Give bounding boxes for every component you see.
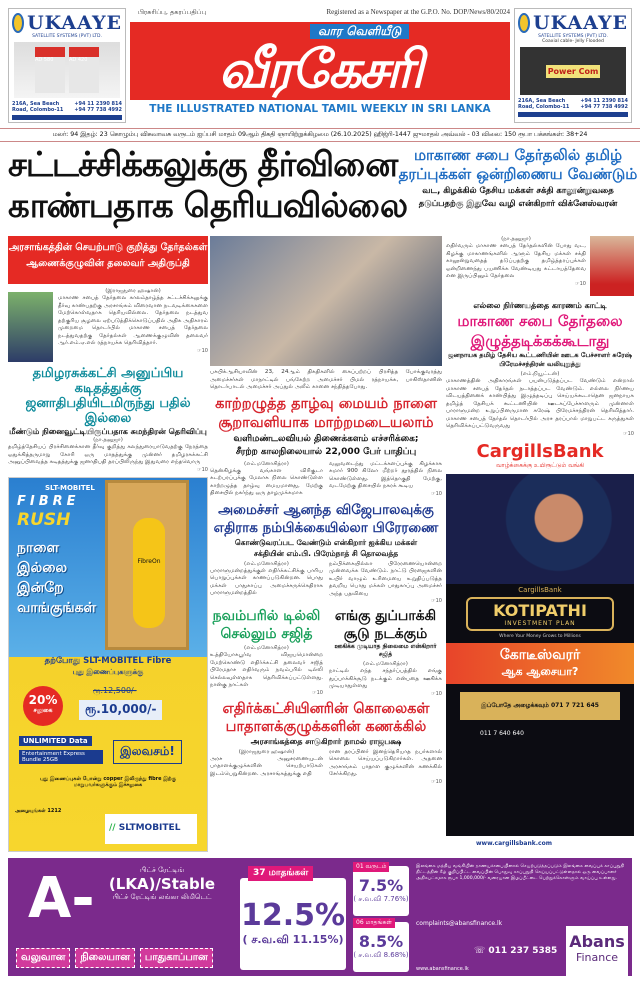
headline-line: செல்லும் சஜித் [220,626,313,642]
subheadline: மீண்டும் நினைவூட்டியிருப்பதாக சுமந்திரன் தெரிவிப்பு [9,427,207,436]
fibre-mascot: FibreOn [133,518,165,628]
brand-name: UKAAYE [533,12,628,34]
byline: (இராஜதுரை ஹஷான்) [105,288,161,294]
bundle-offer: Entertainment Express Bundle 25GB [19,750,103,764]
murders-story[interactable] [210,700,442,785]
abans-finance-ad[interactable] [8,858,632,976]
byline: (நா.தனுஜா) [501,236,531,242]
subheadline: கொண்டுவரப்பட வேண்டும் என்கிறார் ஐக்கிய மக்கள் [234,537,418,547]
ukaaye-logo [12,12,122,34]
article-body: உத்தியோகபூர்வ விஜயமொன்றை மேற்கொண்டு எதிர்க்கட்சி தலைவர் சஜித் பிரேமதாச எதிர்வரும் நவம்பரில் டில்லி செல்லவுள்ளதாக தெரிவிக்கப்பட்டுள்ளது. நான்கு நாட்கள் [210,652,323,688]
article-body: நாட்டில் எந்த சந்தர்ப்பத்தில் எங்கு துப்பாக்கிச்சூடு நடக்கும் என்பதை ஊகிக்க முடியாதுள்ளது [329,668,442,689]
continued-page[interactable]: ☞10 [197,347,208,354]
headline-line: எதிர்க்கட்சியினரின் கொலைகள் [222,700,430,717]
continued-page[interactable]: ☞10 [623,430,634,437]
ad-note: புது இணைப்புகள் போன்று copper இலிருந்து fibre இற்கு மாறுபவர்களுக்கும் இச்சலுகை [40,775,176,788]
subheadline: ஜனநாயக தமிழ் தேசிய கூட்டணியின் ஊடக பேச்சாளர் சுரேஷ் பிரேமச்சந்திரன் வலியுறுத்து [448,351,632,368]
article-body: மாகாண சபைத் தேர்தலை காலம்தாழ்த்த சட்டச்சிக்கலுக்கு தீர்வு காண்பதற்கு அரசாங்கம் விரைவான நடவடிக்கைகளை மேற்கொள்வதாக தெரியவில்லை. தேர்தலை நடத்துவ தற்குரிய சூழலை ஏற்படுத்திக்கொடுப்பதில் அதிக அதிகாரம் முறைமை தொடர்பில் மாகாண சபைத் தேர்தலை நடத்துவதற்கு தேர்தல்கள் ஆணைக்குழுவின் தலைவர் ஆர்.எம்.ஏ.எல் ரத்நாயக்க தெரிவித்தார். [58,295,208,346]
ad-footer-bar [12,115,122,120]
cyclone-story[interactable] [210,395,442,498]
continued-page[interactable]: ☞10 [197,466,208,473]
article-body: மாகாணத்தின் அதிகாரங்கள் பயன்படுத்தப்பட வேண்டும் என்றால் மாகாண சபைத் தேர்தல் நடாத்தப்பட வேண்டும். எல்லை நிர்ணய விடயத்தினைக் காண்பித்து இழுத்தடிப்பு செய்யக்கூடாதென ஜனநாயக தமிழ்த் தேசியக் கூட்டணியின் ஊடகப்பேச்சாளரும் முன்னாள் பாராளுமன்ற உறுப்பினருமான சுரேஷ் பிரேமச்சந்திரன் தெரிவித்தார். மாகாண சபைத் தேர்தல் தொடர்பில் அரச தரப்பால் மாறுபட்ட கருத்துகள் தெரிவிக்கப்பட்டுவருவது [446,378,634,429]
plan-sub: INVESTMENT PLAN [504,619,576,627]
discount-badge: 20% சலுகை [23,686,63,726]
subheadline: அரசாங்கத்தை சாடுகிறார் நாமல் ராஜபக்ஷ [250,736,402,746]
cable-image [520,47,626,95]
print-note: பிரசுரிப்பு, தகரப்பதிப்பு [138,8,207,16]
pill-strong: வலுவான [16,948,70,968]
cargills-logo: CargillsBank வாழ்க்கைக்கு உயிரூட்டும் வங்கி [476,440,604,469]
ad-phone: 011 7 640 640 [480,729,524,737]
ad-fibre: FIBRE [17,493,80,509]
subheadline: சக்தியின் எம்.பி. பிரேம்நாத் சி தொலவத்த [253,548,399,558]
ad-website[interactable]: www.cargillsbank.com [446,836,634,852]
wigneswaran-photo [590,236,634,296]
address: 216A, Sea Beach Road, Colombo-11 [12,101,64,113]
ad-slogan: நாளை இல்லை இன்றே வாங்குங்கள் [17,539,97,616]
lead-body-block [8,288,208,362]
logo-emblem-icon [12,13,24,33]
dateline: மலர்: 94 இதழ்: 23 கொழும்பு விசுவாவசு வருடம் ஐப்பசி மாதம் 09ஆம் திகதி ஞாயிற்றுக்கிழமை (26.10.2025) ஹிஜ்ரி-1447 ஜுமாதல் அவ்வல் - 03 விலை: 150 ரூபா பக்கங்கள்: 38+24 [0,128,640,142]
headline-line: காற்றழுத்த தாழ்வு மையம் நாளை [215,395,437,412]
slt-logo: // SLTMOBITEL [105,814,197,844]
left-column [8,236,208,852]
byline: (எம்.மனோசித்ரா) [244,645,289,651]
offer-line: தற்போது SLT-MOBITEL Fibre [44,655,172,666]
new-price: ரூ.10,000/- [79,700,162,720]
tna-story[interactable] [8,366,208,473]
article-body: நம்பிக்கையில்லா பிரேரணையொன்றை முன்வைக்க வேண்டும். நாட்டு பிரஜைகளின் உயிர் வாழும் உரிமையை உறுதிப்படுத்த தவறிய பொது மக்கள் பாதுகாப்பு அமைச்சர் அந்த பதவியை [329,560,442,597]
product: AD 580 [35,47,65,93]
headline-line: ஜனாதிபதியிடமிருந்து பதில் இல்லை [25,396,191,426]
fd-37-months: 37 மாதங்கள் 12.5% ( ச.வ.வி 11.15%) [240,878,346,970]
lead-headline[interactable] [8,145,408,227]
mobile: +94 77 738 4992 [580,104,628,110]
offer-line: புது இணைப்புகளுக்கு [72,667,144,676]
headline-line: நவம்பரில் டில்லி [212,608,321,624]
subheadline: வளிமண்டலவியல் திணைக்களம் எச்சரிக்கை; [233,433,419,444]
complaints-email[interactable]: complaints@abansfinance.lk [416,920,503,927]
headline-line: மாகாண சபை தேர்தலை [457,312,623,330]
lead-banner [8,236,208,284]
headline-line: தரப்புக்கள் ஒன்றிணைய வேண்டும் [398,165,638,183]
logo-emblem-icon [518,13,530,33]
masthead-title: வீரகேசரி [218,40,422,100]
middle-column [210,236,442,852]
cargills-kotipathi-ad[interactable] [446,474,634,853]
registration-note: Registered as a Newspaper at the G.P.O. No. DOP/News/80/2024 [326,8,510,16]
ad-brand: CargillsBank [518,585,562,594]
ad-question: கோடீஸ்வரர் ஆக ஆசையா? [446,643,634,684]
right-column [446,236,634,852]
subheadline: வட, கிழக்கில் தேசிய மக்கள் சக்தி காலூன்றுவதை [422,186,614,196]
weekly-label: வார வெளியீடு [310,24,409,39]
continued-page[interactable]: ☞10 [431,490,442,497]
free-label: இலவசம்! [113,740,182,764]
abans-logo: Abans Finance [566,926,628,976]
headline-line: மாகாண சபை தேர்தலில் தமிழ் [413,146,623,164]
sajith-delhi-story[interactable] [210,607,323,697]
headline-line: பாதாளக்குழுக்களின் கணக்கில் [225,718,427,735]
continued-page[interactable]: ☞10 [431,690,442,697]
continued-page[interactable]: ☞10 [312,689,323,696]
ad-rush: RUSH [17,509,71,530]
website[interactable]: www.abansfinance.lk [416,966,469,972]
product: AD 420 [69,47,99,93]
headline-line: எதிராக நம்பிக்கையில்லா பிரேரணை [213,519,439,536]
article-body: எதிர்வரும் மாகாண சபைத் தேர்தல்களின் போது வட, கிழக்கு மாகாணங்களில் ஆளும் தேசிய மக்கள் சக்தி காலூன்றுவதைத் தடுப்பதற்கு தமிழ்த்தரப்புக்கள் ஒன்றிணைந்து பயணிக்க வேண்டியது கட்டாயத்தேவை என இருப்பினும் தேர்தலை [446,243,586,279]
byline: (இராஜதுரை ஹஷான்) [238,748,295,755]
twin-stories-row [210,607,442,697]
brand-sub: SATELLITE SYSTEMS (PVT) LTD. [538,34,608,39]
ad-footer-bar [518,112,628,117]
byline: (எம்.மனோசித்ரா) [363,661,408,667]
product-note: Coaxial cable- Jelly Flooded [542,39,604,44]
continued-page[interactable]: ☞10 [575,280,586,287]
article-body: தமிழ்த்தேசியப் பிரச்சினைக்கான தீர்வு குறித்து கலந்துரையாடுவதற்கு நேரத்தை ஒதுக்கித்தருமாறு கோரி ஒரு மாதத்துக்கு முன்னர் தமிழரசுக்கட்சி அனுப்பிவைத்த கடிதத்துக்கு ஜனாதிபதி தரப்பிலிருந்து இதுவரை எந்தவொரு [8,444,208,465]
address: 216A, Sea Beach Road, Colombo-11 [518,98,570,110]
byline: (நா.தனுஜா) [93,437,123,443]
headline-line: சூடு நடக்கும் [343,626,428,642]
brand-sub: SATELLITE SYSTEMS (PVT) LTD. [32,34,102,39]
ad-call: இப்போதே அழைக்கவும் 071 7 721 645 [460,692,620,720]
continued-page[interactable]: ☞10 [431,598,442,604]
continued-page[interactable]: ☞10 [431,778,442,785]
rating-detail: பிட்ச் ரேட்டிங் (LKA)/Stable பிட்ச் ரேட்டிங் லங்கா லிமிடெட் [108,866,216,901]
data-offer: UNLIMITED Data [19,736,92,746]
phone: +94 11 2390 814 [580,98,628,104]
subheadline: தடுப்பதற்கு இதுவே வழி என்கிறார் விக்னேஸ்வரன் [418,199,618,209]
pill-stable: நிலையான [75,948,135,968]
old-price: ரூ.12,500/- [93,685,137,695]
subheadline: ஊகிக்க முடியாத நிலைமை என்கிறார் சஜித் [334,643,437,658]
tagline: THE ILLUSTRATED NATIONAL TAMIL WEEKLY IN SRI LANKA [149,103,491,115]
deposit-insurance-info: இலங்கை மத்திய வங்கியின் நாணயச்சபையினால் செயற்படுத்தப்படும் இலங்கை வைப்புக் காப்புறுதி திட்டத்தின் கீழ் குறிப்பிட்ட வைப்பின் பொதுவு காப்புறுதி செய்யப்பட்டுள்ளதால் ஒரு வைப்பாளர் அதிகபட்சமாக ரூபா 1,000,000/- வரையான இழப்பீட்டை பெற்றுக்கொள்ளும் வாய்ப்பு உள்ளது. [416,864,625,881]
ad-person-image [446,474,634,584]
headline-line: சூறாவளியாக மாற்றமடையலாம் [218,414,434,431]
kicker: எல்லை நிர்ணயத்தை காரணம் காட்டி [473,301,607,310]
ukaaye-ad-right[interactable] [514,8,632,123]
ad-hotline: அழையுங்கள் 1212 [15,807,62,814]
product: Power Com [547,66,599,76]
photo-caption: பசுபிக்ஆசியாவின் 23, 24ஆம் திகதிகளில் கைப்பற்றப் பிரசித்த போக்குவரத்து அமைச்சர்கள் மாநாட்டில் பங்கேற்ற அமைச்சர் பிமல் ரத்நாயக்க, பாகிஸ்தானின் தொடர்பாடல் அமைச்சர் அப்துல் அலீம் கானை சந்தித்தபோது. [210,369,442,390]
article-body: அரச அனுசரணையுடன் பாதாளக்குழுக்களின் செயற்பாடுகள் இடம்பெறுகின்றன. அரசாங்கத்துக்கு எதி [210,755,323,777]
boundary-story[interactable] [446,300,634,437]
ministers-photo [210,236,442,366]
ukaaye-ad-left[interactable] [8,8,126,123]
ad-brand: SLT-MOBITEL [45,483,95,492]
fd-1-year: 01 வருடம் 7.5% ( ச.வ.வி 7.76%) [353,866,409,916]
headline-line: சட்டச்சிக்கலுக்கு தீர்வினை [8,145,398,185]
pill-secure: பாதுகாப்பான [140,948,213,968]
right-top-body [446,236,586,296]
article-body: தென்கிழக்கு வங்காள விரிகுடா கடற்பரப்புக்கு மேலாக நிலை கொண்டுள்ள காற்றழுத்த தாழ்வு மையமானது, மேற்கு திசையில் நகர்ந்து ஒரு தாழமுக்கமாக [210,467,323,496]
headline-line: அமைச்சர் ஆனந்த விஜேபாலவுக்கு [218,501,434,518]
phone: +94 11 2390 814 [74,101,122,107]
product-image [14,42,120,98]
headline-line: எங்கு துப்பாக்கி [334,608,437,624]
right-top-story[interactable] [396,146,640,210]
banner-line: ஆணைக்குழுவின் தலைவர் அதிருப்தி [26,258,190,269]
hotline[interactable]: ☏ 011 237 5385 [474,946,558,956]
gunfire-story[interactable] [329,607,442,697]
headline-line: இழுத்தடிக்கக்கூடாது [470,332,610,350]
headline-line: காண்பதாக தெரியவில்லை [8,186,408,226]
byline: (எம்.மனோசித்ரா) [244,460,289,467]
no-confidence-story[interactable] [210,501,442,605]
commissioner-photo [8,292,53,362]
article-body: வலுவடைந்து மட்டக்களப்புக்கு கிழக்காக சுமார் 900 கிலோ மீற்றர் தூரத்தில் நிலை கொண்டுள்ளது. இத்தொகுதி மேற்கு, வடமேற்கு திசையில் நகரக் கூடிய [329,460,442,489]
subheadline: சீரற்ற காலநிலையால் 22,000 பேர் பாதிப்பு [235,446,417,457]
byline: (எம்.மனோசித்ரா) [244,560,289,567]
right-top-body-block [446,236,634,296]
byline: (எம்.நியூட்டன்) [520,371,560,377]
slt-mobitel-ad[interactable] [8,477,208,853]
brand-name: UKAAYE [27,12,122,34]
plan-name: KOTIPATHI [493,600,587,620]
article-body: பாராளுமன்றத்துக்குள் எதிர்க்கட்சிக்கு பாரிய பொறுப்புக்கள் காணப்படுகின்றன. பொது மக்கள் பாதுகாப்பு அமைச்சருக்கெதிராக பாராளுமன்றத்தில் [210,567,323,596]
article-body: ரான தரப்பினர் இனந்தெரியாத நபர்களால் கொலை செய்யப்படுகிறார்கள். அதனை அரசாங்கம் பாதாள குழுக்களின் கணக்கில் சேர்க்கிறது. [329,748,442,777]
mobile: +94 77 738 4992 [74,107,122,113]
banner-line: அரசாங்கத்தின் செயற்பாடு குறித்து தேர்தல்கள் [8,242,208,253]
rating-grade: A- [28,866,95,931]
headline-line: தமிழரசுக்கட்சி அனுப்பிய கடிதத்துக்கு [32,366,184,396]
masthead [130,22,510,100]
plan-tagline: Where Your Money Grows to Millions [499,633,581,639]
fd-6-months: 06 மாதங்கள் 8.5% ( ச.வ.வி 8.68%) [353,922,409,972]
